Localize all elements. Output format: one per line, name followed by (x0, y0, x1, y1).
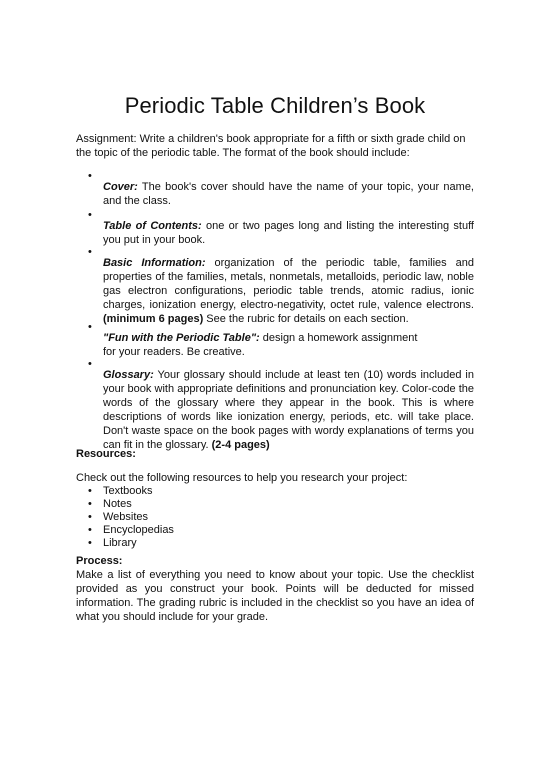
bullet-dot: • (88, 321, 92, 333)
resources-heading: Resources: (76, 448, 136, 460)
bullet-label: Glossary: (103, 369, 154, 381)
bullet-text: one or two pages long and listing the interesting stuff you put in your book. (103, 220, 474, 246)
bullet-text: design a homework assignment for your readers. Be creative. (103, 332, 418, 358)
bullet-text: The book's cover should have the name of your topic, your name, and the class. (103, 181, 474, 207)
bullet-dot: • (88, 246, 92, 258)
bullet-emphasis: (2-4 pages) (211, 439, 270, 451)
list-item: • Textbooks (88, 485, 153, 497)
bullet-tail: See the rubric for details on each section. (203, 313, 409, 325)
resources-list (76, 485, 474, 550)
bullet-dot: • (88, 537, 92, 549)
list-item: • Notes (88, 498, 132, 510)
bullet-dot: • (88, 485, 92, 497)
list-item: • Websites (88, 511, 149, 523)
bullet-dot: • (88, 498, 92, 510)
bullet-emphasis: (minimum 6 pages) (103, 313, 204, 325)
bullet-dot: • (88, 209, 92, 221)
bullet-label: Table of Contents: (103, 220, 202, 232)
list-item: • Encyclopedias (88, 524, 174, 536)
bullet-text: organization of the periodic table, families and properties of the families, metals, nonmetals, metalloids, periodic law, noble gas electron configurations, periodic table trends, atomic radius, ionic charges, ionization energy, electro-negativity, octet rule, valence electrons. (103, 257, 474, 311)
resources-intro: Check out the following resources to help you research your project: (76, 472, 408, 484)
process-heading: Process: (76, 555, 123, 567)
bullet-label: "Fun with the Periodic Table": (103, 332, 260, 344)
page-title: Periodic Table Children’s Book (124, 93, 426, 118)
bullet-label: Basic Information: (103, 257, 206, 269)
assignment-intro: Assignment: Write a children's book appropriate for a fifth or sixth grade child on the topic of the periodic table. The format of the book should include: (76, 133, 466, 159)
process-text: Make a list of everything you need to know about your topic. Use the checklist provided as you construct your book. Points will be deducted for missed information. The grading rubric is included in the checklist so you have an idea of what you should include for your grade. (76, 569, 474, 623)
bullet-dot: • (88, 511, 92, 523)
bullet-dot: • (88, 524, 92, 536)
bullet-label: Cover: (103, 181, 138, 193)
bullet-dot: • (88, 170, 92, 182)
list-item: • Library (88, 537, 137, 549)
bullet-text: Your glossary should include at least ten (10) words included in your book with appropriate definitions and pronunciation key. Color-code the words of the glossary where they appear in the book. This is where descriptions of words like ionization energy, periods, etc. will take place. Don't waste space on the book pages with wordy explanations of terms you can fit in the glossary. (103, 369, 474, 451)
bullet-dot: • (88, 358, 92, 370)
